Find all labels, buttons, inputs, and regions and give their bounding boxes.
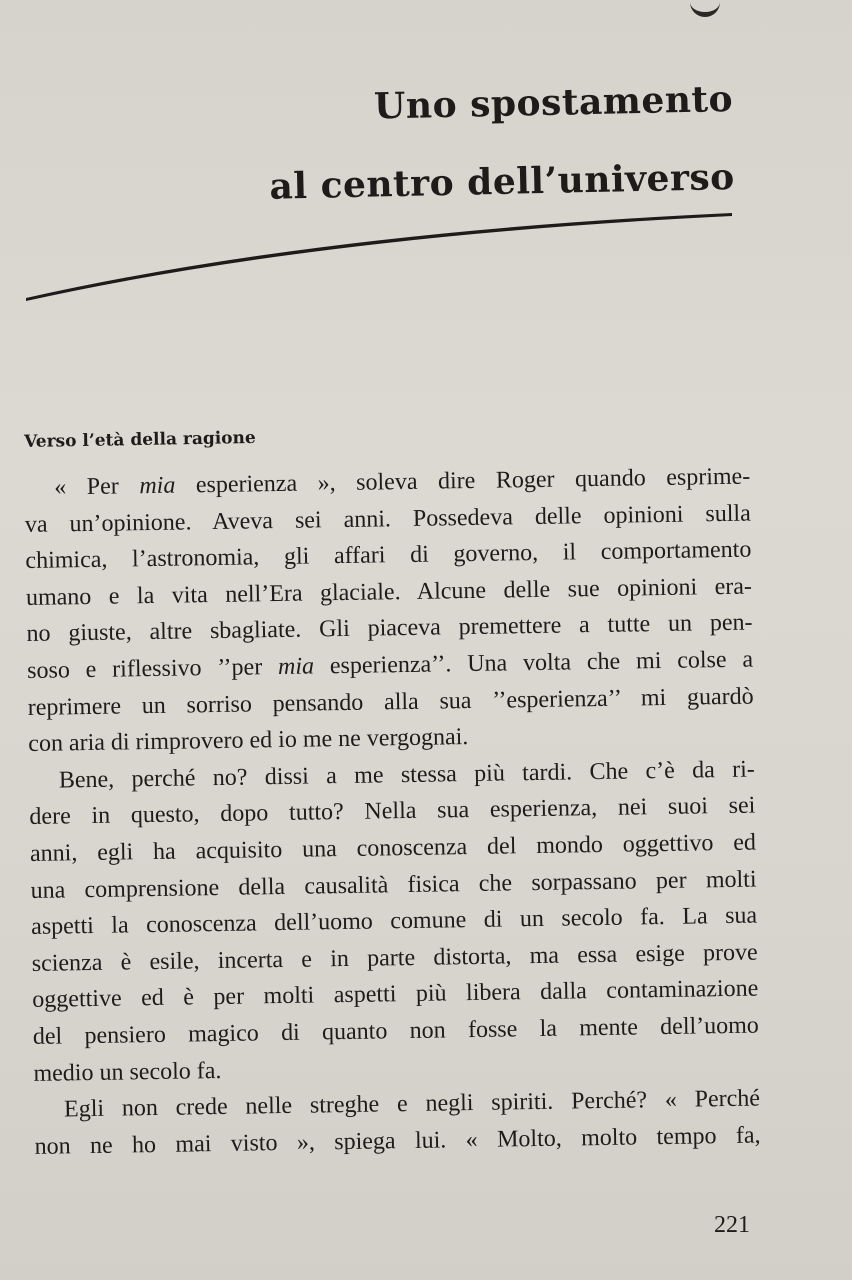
text-segment: dere in questo, dopo tutto? Nella sua esperienza, nei suoi sei bbox=[29, 792, 756, 831]
text-segment: aspetti la conoscenza dell’uomo comune di un secolo fa. La sua bbox=[30, 902, 758, 941]
text-segment: reprimere un sorriso pensando alla sua ’’esperienza’’ mi guardò bbox=[27, 683, 754, 721]
text-segment: una comprensione della causalità fisica che sorpassano per molti bbox=[30, 866, 757, 904]
text-segment: no giuste, altre sbagliate. Gli piaceva premettere a tutte un pen- bbox=[26, 609, 753, 648]
paragraph bbox=[24, 459, 755, 763]
text-segment: va un’opinione. Aveva sei anni. Possedeva delle opinioni sulla bbox=[24, 500, 751, 538]
text-segment: anni, egli ha acquisito una conoscenza del mondo oggettivo ed bbox=[29, 829, 757, 867]
paragraph bbox=[34, 1081, 761, 1166]
text-segment: esperienza’’. Una volta che mi colse a bbox=[313, 646, 754, 680]
text-segment: chimica, l’astronomia, gli affari di governo, il comportamento bbox=[25, 536, 752, 575]
chapter-title-line-1: Uno spostamento bbox=[373, 77, 734, 128]
text-segment: del pensiero magico di quanto non fosse la mente dell’uomo bbox=[32, 1012, 760, 1050]
emphasis: mia bbox=[139, 472, 176, 500]
text-segment: con aria di rimprovero ed io me ne vergognai. bbox=[28, 724, 469, 758]
text-segment: umano e la vita nell’Era glaciale. Alcune delle sue opinioni era- bbox=[25, 573, 753, 611]
body-text bbox=[24, 459, 761, 1166]
text-segment: « Per bbox=[54, 473, 140, 501]
section-title: Verso l’età della ragione bbox=[24, 427, 256, 452]
text-segment: esperienza », soleva dire Roger quando esprime- bbox=[175, 463, 751, 499]
text-segment: scienza è esile, incerta e in parte distorta, ma essa esige prove bbox=[31, 939, 758, 977]
page-number: 221 bbox=[714, 1212, 750, 1238]
text-segment: Bene, perché no? dissi a me stessa più tardi. Che c’è da ri- bbox=[58, 756, 755, 794]
emphasis: mia bbox=[277, 653, 315, 681]
text-segment: Egli non crede nelle streghe e negli spiriti. Perché? « Perché bbox=[63, 1085, 761, 1123]
text-segment: soso e riflessivo ’’per bbox=[26, 654, 279, 684]
title-rule bbox=[0, 0, 852, 320]
text-segment: non ne ho mai visto », spiega lui. « Molto, molto tempo fa, bbox=[34, 1122, 761, 1160]
text-segment: oggettive ed è per molti aspetti più libera dalla contaminazione bbox=[32, 975, 759, 1014]
chapter-title-line-2: al centro dell’universo bbox=[268, 155, 735, 208]
text-segment: medio un secolo fa. bbox=[33, 1057, 222, 1087]
paragraph bbox=[29, 751, 760, 1092]
